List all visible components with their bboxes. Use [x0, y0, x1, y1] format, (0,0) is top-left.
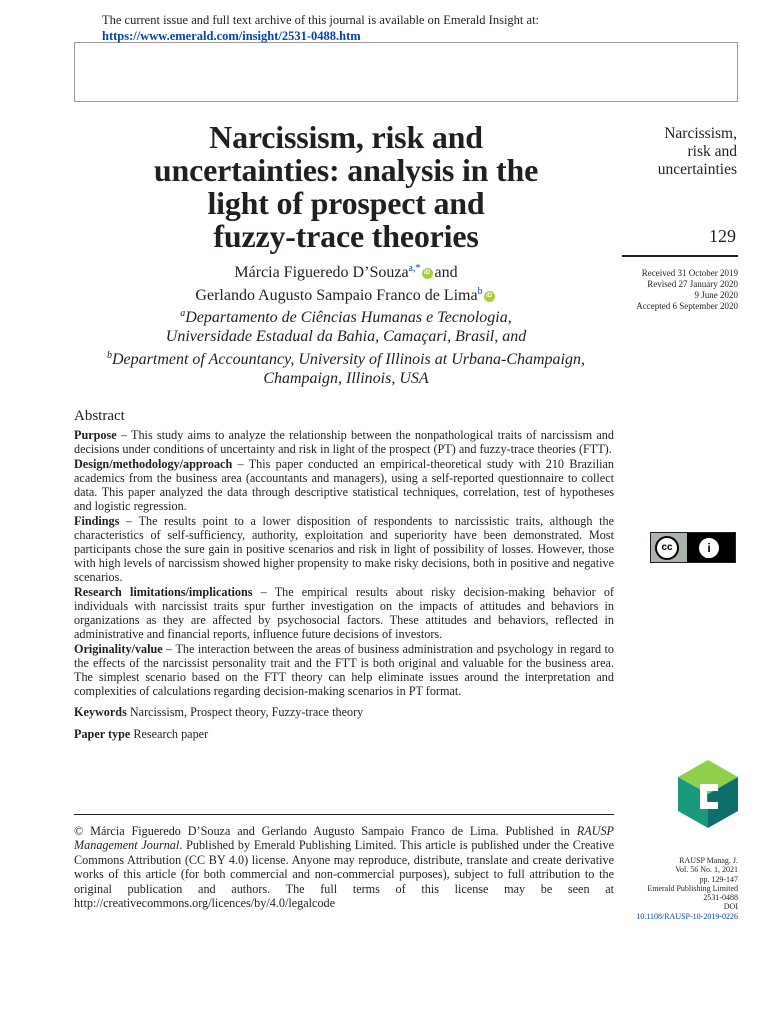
crossmark-logo-icon[interactable]: [678, 760, 738, 828]
doi-link[interactable]: 10.1108/RAUSP-10-2019-0226: [636, 911, 738, 921]
author-separator: and: [434, 264, 458, 281]
article-title: [74, 121, 618, 253]
author-name[interactable]: Gerlando Augusto Sampaio Franco de Lima: [195, 287, 478, 304]
abstract-findings: Findings – The results point to a lower disposition of respondents to narcissistic traits, although the characteristics of self-sufficiency, authority, exploitation and superiority have been demonstrated. Most participants chose the sure gain in positive scenarios and risk in light of possibility of losses. However, those with high levels of narcissism showed higher propensity to make risky decisions, both in positive and negative scenarios.: [74, 514, 614, 584]
cc-by-license-badge[interactable]: [650, 532, 736, 563]
title-line: fuzzy-trace theories: [213, 218, 479, 254]
running-title: Narcissism, risk and uncertainties: [657, 125, 737, 178]
journal-archive-link[interactable]: https://www.emerald.com/insight/2531-0488.htm: [102, 29, 361, 43]
abstract-purpose: Purpose – This study aims to analyze the relationship between the nonpathological traits of narcissism and decisions under conditions of uncertainty and risk in light of the prospect (PT) and fuzzy-trace theories (FTT).: [74, 428, 614, 456]
journal-citation: RAUSP Manag. J. Vol. 56 No. 1, 2021 pp. 129-147 Emerald Publishing Limited 2531-0488 DOI 10.1108/RAUSP-10-2019-0226: [636, 856, 738, 921]
abstract-design: Design/methodology/approach – This paper conducted an empirical-theoretical study with 210 Brazilian academics from the business area (accountants and managers), using a self-reported questionnaire to collect data. This paper analyzed the data through descriptive statistical techniques, correlation, test of hypotheses and logistic regression.: [74, 457, 614, 513]
publication-dates: Received 31 October 2019 Revised 27 January 2020 9 June 2020 Accepted 6 September 2020: [636, 268, 738, 311]
abstract-section: [74, 409, 614, 742]
divider: [74, 814, 614, 815]
title-line: light of prospect and: [207, 185, 485, 221]
page-number: 129: [709, 226, 736, 246]
affiliations: $^a$Departamento de Ciências Humanas e Tecnologia, Universidade Estadual da Bahia, Camaçari, Brasil, and $^b$Department of Accountancy, University of Illinois at Urbana-Champaign, Champaign, Illinois, USA: [107, 308, 585, 387]
access-notice-box: [74, 42, 738, 102]
license-statement: © Márcia Figueredo D’Souza and Gerlando Augusto Sampaio Franco de Lima. Published in RAUSP Management Journal. Published by Emerald Publishing Limited. This article is published under the Creative Commons Attribution (CC BY 4.0) license. Anyone may reproduce, distribute, translate and create derivative works of this article (for both commercial and non-commercial purposes), subject to full attribution to the original publication and authors. The full terms of this license may be seen at http://creativecommons.org/licences/by/4.0/legalcode: [74, 824, 614, 911]
affiliation-marker[interactable]: b: [477, 286, 483, 297]
abstract-originality: Originality/value – The interaction between the areas of business administration and psychology in regard to the effects of the narcissist personality trait and the FTT is both original and valuable for the business area. The simplest scenario based on the FTT theory can help eliminate issues around the interpretation and complexities of calculations regarding decision-making scenarios in PT format.: [74, 642, 614, 698]
cc-icon: cc: [655, 536, 679, 560]
attribution-person-icon: i: [697, 536, 721, 560]
title-line: Narcissism, risk and: [209, 119, 483, 155]
paper-type: Paper type Research paper: [74, 727, 209, 741]
orcid-icon[interactable]: iD: [422, 268, 433, 279]
abstract-limitations: Research limitations/implications – The empirical results about risky decision-making behavior of individuals with narcissist traits spur further investigation on the impacts of attitudes and behaviors in organizations as they are affected by psychosocial factors. These attitudes and behaviors, reflected in administrative and financial reports, influence future decisions of investors.: [74, 585, 614, 641]
keywords: Keywords Narcissism, Prospect theory, Fuzzy-trace theory: [74, 705, 364, 719]
access-notice-text: The current issue and full text archive of this journal is available on Emerald Insight at:: [102, 13, 540, 27]
orcid-icon[interactable]: iD: [484, 291, 495, 302]
author-name[interactable]: Márcia Figueredo D’Souza: [234, 264, 409, 281]
divider: [622, 255, 738, 257]
affiliation-marker[interactable]: a,*: [408, 263, 421, 274]
abstract-heading: Abstract: [74, 408, 125, 424]
cc-by-label: BY: [704, 554, 713, 560]
title-line: uncertainties: analysis in the: [153, 152, 539, 188]
author-list: [74, 259, 618, 305]
